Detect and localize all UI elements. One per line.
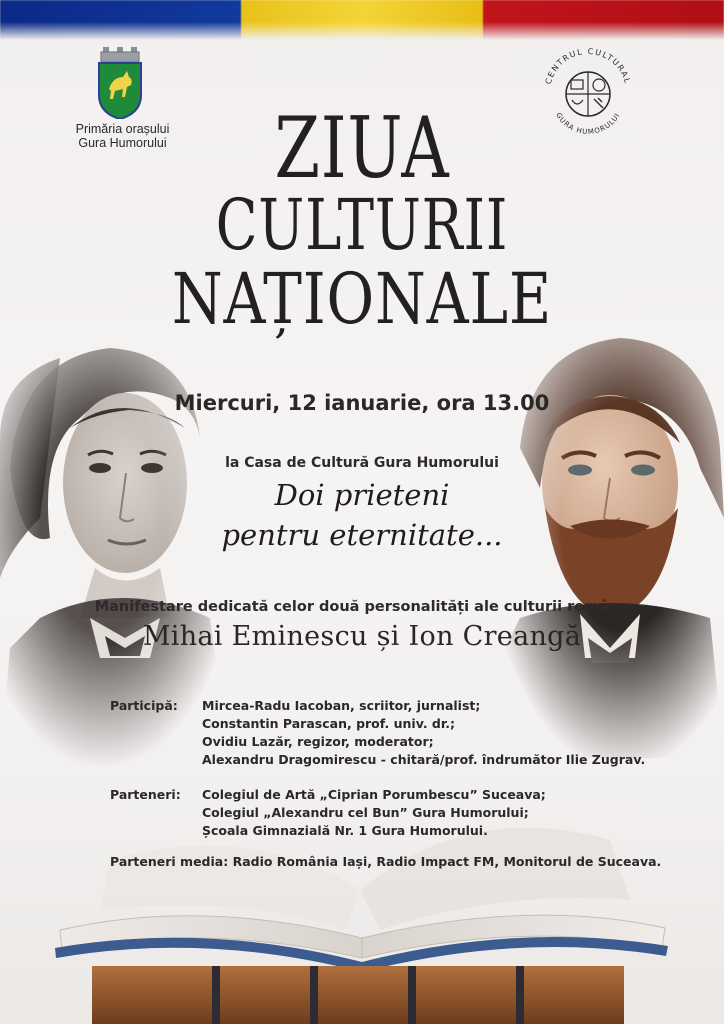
list-item: Constantin Parascan, prof. univ. dr.; — [202, 716, 456, 731]
event-date: Miercuri, 12 ianuarie, ora 13.00 — [174, 391, 550, 415]
list-item: Mircea-Radu Iacoban, scriitor, jurnalist; — [202, 698, 481, 713]
participants-list — [202, 697, 645, 769]
event-venue: la Casa de Cultură Gura Humorului — [225, 455, 499, 471]
municipality-line2: Gura Humorului — [78, 136, 167, 150]
motto-line-1: Doi prieteni — [274, 478, 450, 512]
partners-list — [202, 786, 546, 840]
participants-label: Participă: — [110, 698, 178, 713]
logo-ring-top-text: CENTRUL CULTURAL — [543, 46, 633, 86]
media-partners: Parteneri media: Radio România Iași, Radio Impact FM, Monitorul de Suceava. — [110, 854, 662, 869]
title-line-1: ZIUA — [274, 99, 450, 197]
romanian-flag-banner — [0, 0, 724, 40]
title-line-3: NAȚIONALE — [171, 258, 553, 340]
list-item: Colegiul „Alexandru cel Bun” Gura Humorului; — [202, 805, 529, 820]
logo-ring-bottom-text: GURA HUMORULUI — [554, 111, 622, 134]
dedication-text: Manifestare dedicată celor două personalități ale culturii române — [94, 599, 630, 615]
list-item: Alexandru Dragomirescu - chitară/prof. îndrumător Ilie Zugrav. — [202, 752, 646, 767]
partners-label: Parteneri: — [110, 787, 181, 802]
honored-names: Mihai Eminescu și Ion Creangă — [142, 621, 582, 652]
title-line-2: CULTURII — [215, 184, 509, 266]
motto-line-2: pentru eternitate... — [221, 518, 503, 552]
list-item: Colegiul de Artă „Ciprian Porumbescu” Suceava; — [202, 787, 546, 802]
list-item: Școala Gimnazială Nr. 1 Gura Humorului. — [202, 823, 488, 838]
municipality-line1: Primăria orașului — [75, 122, 170, 136]
list-item: Ovidiu Lazăr, regizor, moderator; — [202, 734, 434, 749]
